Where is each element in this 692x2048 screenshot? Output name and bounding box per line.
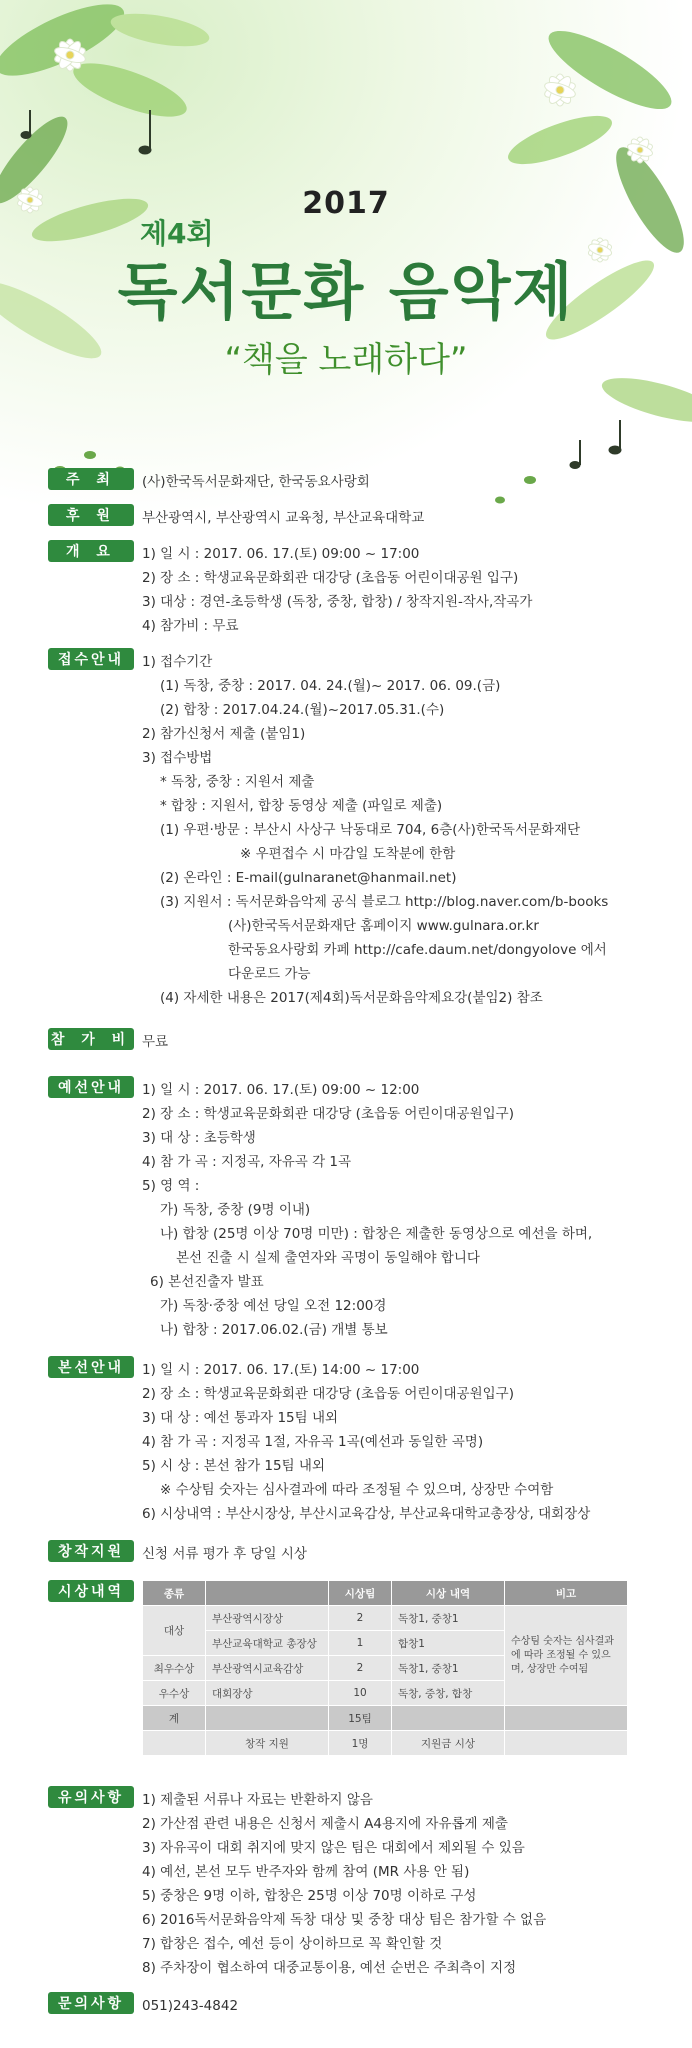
table-cell: 대회장상: [206, 1681, 329, 1706]
section-body: [142, 506, 682, 530]
info-line: 4) 참가비 : 무료: [142, 618, 239, 634]
section-label: 후 원: [48, 504, 134, 526]
table-row: [143, 1606, 628, 1631]
table-cell: 계: [143, 1706, 206, 1731]
info-line: 3) 대 상 : 예선 통과자 15팀 내외: [142, 1410, 339, 1426]
table-cell: 대상: [143, 1606, 206, 1656]
info-line: 다운로드 가능: [228, 966, 311, 982]
info-line: 1) 일 시 : 2017. 06. 17.(토) 09:00 ~ 12:00: [142, 1082, 420, 1098]
table-cell: 2: [329, 1606, 392, 1631]
table-cell: 합창1: [392, 1631, 505, 1656]
info-line: 6) 본선진출자 발표: [150, 1274, 264, 1290]
info-line: 2) 장 소 : 학생교육문화회관 대강당 (초읍동 어린이대공원입구): [142, 1106, 514, 1122]
info-line: ※ 우편접수 시 마감일 도착분에 한함: [240, 846, 456, 862]
info-line: 나) 합창 : 2017.06.02.(금) 개별 통보: [160, 1322, 388, 1338]
section-label: 시상내역: [48, 1580, 134, 1602]
info-line: 가) 독창, 중창 (9명 이내): [160, 1202, 311, 1218]
info-line: 5) 시 상 : 본선 참가 15팀 내외: [142, 1458, 325, 1474]
table-cell: 독창1, 중창1: [392, 1606, 505, 1631]
section-label: 유의사항: [48, 1786, 134, 1808]
table-cell: 부산광역시교육감상: [206, 1656, 329, 1681]
section-label: 문의사항: [48, 1992, 134, 2014]
table-header-row: [143, 1581, 628, 1606]
info-line: (3) 지원서 : 독서문화음악제 공식 블로그 http://blog.naver.com/b-books: [160, 894, 609, 910]
info-line: (4) 자세한 내용은 2017(제4회)독서문화음악제요강(붙임2) 참조: [160, 990, 543, 1006]
info-line: 4) 참 가 곡 : 지정곡 1절, 자유곡 1곡(예선과 동일한 곡명): [142, 1434, 484, 1450]
section-body: [142, 1358, 682, 1526]
table-cell: 수상팀 숫자는 심사결과에 따라 조정될 수 있으며, 상장만 수여됨: [505, 1606, 628, 1706]
section-label: 개 요: [48, 540, 134, 562]
table-cell: [505, 1706, 628, 1731]
info-line: 4) 참 가 곡 : 지정곡, 자유곡 각 1곡: [142, 1154, 352, 1170]
info-line: ※ 수상팀 숫자는 심사결과에 따라 조정될 수 있으며, 상장만 수여함: [160, 1482, 554, 1498]
info-line: 2) 가산점 관련 내용은 신청서 제출시 A4용지에 자유롭게 제출: [142, 1816, 508, 1832]
info-line: * 독창, 중창 : 지원서 제출: [160, 774, 315, 790]
info-line: 7) 합창은 접수, 예선 등이 상이하므로 꼭 확인할 것: [142, 1936, 443, 1952]
info-line: 2) 참가신청서 제출 (붙임1): [142, 726, 306, 742]
info-line: (사)한국독서문화재단 홈페이지 www.gulnara.or.kr: [228, 918, 539, 934]
awards-table: [142, 1580, 628, 1756]
table-cell: [143, 1731, 206, 1756]
info-line: 5) 중창은 9명 이하, 합창은 25명 이상 70명 이하로 구성: [142, 1888, 477, 1904]
hero-banner: [0, 0, 692, 520]
table-header: 시상 내역: [392, 1581, 505, 1606]
section-label: 주 최: [48, 468, 134, 490]
table-header: [206, 1581, 329, 1606]
info-line: 2) 장 소 : 학생교육문화회관 대강당 (초읍동 어린이대공원 입구): [142, 570, 519, 586]
table-cell: 15팀: [329, 1706, 392, 1731]
info-line: 5) 영 역 :: [142, 1178, 200, 1194]
table-cell: 최우수상: [143, 1656, 206, 1681]
contact-phone: 051)243-4842: [142, 1998, 239, 2014]
info-line: 한국동요사랑회 카페 http://cafe.daum.net/dongyolove 에서: [228, 942, 607, 958]
section-label: 창작지원: [48, 1540, 134, 1562]
info-line: 1) 일 시 : 2017. 06. 17.(토) 09:00 ~ 17:00: [142, 546, 420, 562]
section-body: [142, 1542, 682, 1566]
info-line: (1) 우편·방문 : 부산시 사상구 낙동대로 704, 6층(사)한국독서문화재단: [160, 822, 581, 838]
table-row-total: [143, 1706, 628, 1731]
section-label: 참 가 비: [48, 1028, 134, 1050]
info-line: (사)한국독서문화재단, 한국동요사랑회: [142, 474, 370, 490]
info-line: 6) 2016독서문화음악제 독창 대상 및 중창 대상 팀은 참가할 수 없음: [142, 1912, 547, 1928]
table-row: [143, 1731, 628, 1756]
table-cell: [206, 1706, 329, 1731]
info-line: 3) 대 상 : 초등학생: [142, 1130, 256, 1146]
table-header: 비고: [505, 1581, 628, 1606]
table-header: 시상팀: [329, 1581, 392, 1606]
info-line: 3) 자유곡이 대회 취지에 맞지 않은 팀은 대회에서 제외될 수 있음: [142, 1840, 525, 1856]
info-line: 2) 장 소 : 학생교육문화회관 대강당 (초읍동 어린이대공원입구): [142, 1386, 514, 1402]
info-line: 1) 접수기간: [142, 654, 213, 670]
table-cell: [392, 1706, 505, 1731]
table-cell: 부산교육대학교 총장상: [206, 1631, 329, 1656]
info-line: 나) 합창 (25명 이상 70명 미만) : 합창은 제출한 동영상으로 예선을 하며,: [160, 1226, 593, 1242]
section-body: [142, 1078, 682, 1342]
section-body: [142, 1788, 682, 1980]
section-body: [142, 650, 682, 1010]
section-label: 접수안내: [48, 648, 134, 670]
info-line: (2) 합창 : 2017.04.24.(월)~2017.05.31.(수): [160, 702, 445, 718]
info-line: 1) 제출된 서류나 자료는 반환하지 않음: [142, 1792, 373, 1808]
table-cell: 2: [329, 1656, 392, 1681]
awards-table-wrap: [142, 1580, 628, 1756]
table-cell: 1명: [329, 1731, 392, 1756]
page-title: 독서문화 음악제: [117, 255, 575, 328]
table-cell: [505, 1731, 628, 1756]
page-subtitle: “책을 노래하다”: [224, 340, 468, 380]
info-line: (2) 온라인 : E-mail(gulnaranet@hanmail.net): [160, 870, 457, 886]
table-cell: 독창, 중창, 합창: [392, 1681, 505, 1706]
event-year: 2017: [302, 186, 390, 221]
section-body: [142, 1994, 682, 2018]
info-line: 3) 접수방법: [142, 750, 213, 766]
table-cell: 창작 지원: [206, 1731, 329, 1756]
info-line: 무료: [142, 1034, 169, 1050]
info-line: 6) 시상내역 : 부산시장상, 부산시교육감상, 부산교육대학교총장상, 대회장상: [142, 1506, 591, 1522]
info-line: (1) 독창, 중창 : 2017. 04. 24.(월)~ 2017. 06. 09.(금): [160, 678, 501, 694]
info-line: 가) 독창·중창 예선 당일 오전 12:00경: [160, 1298, 387, 1314]
section-label: 본선안내: [48, 1356, 134, 1378]
section-body: [142, 542, 682, 638]
info-line: 3) 대상 : 경연-초등학생 (독창, 중창, 합창) / 창작지원-작사,작곡가: [142, 594, 533, 610]
table-cell: 독창1, 중창1: [392, 1656, 505, 1681]
event-edition: 제4회: [140, 217, 214, 250]
table-cell: 부산광역시장상: [206, 1606, 329, 1631]
info-line: 본선 진출 시 실제 출연자와 곡명이 동일해야 합니다: [176, 1250, 480, 1266]
section-label: 예선안내: [48, 1076, 134, 1098]
info-line: 1) 일 시 : 2017. 06. 17.(토) 14:00 ~ 17:00: [142, 1362, 420, 1378]
info-line: * 합창 : 지원서, 합창 동영상 제출 (파일로 제출): [160, 798, 443, 814]
info-line: 부산광역시, 부산광역시 교육청, 부산교육대학교: [142, 510, 425, 526]
section-body: [142, 1030, 682, 1054]
table-header: 종류: [143, 1581, 206, 1606]
table-cell: 1: [329, 1631, 392, 1656]
info-line: 4) 예선, 본선 모두 반주자와 함께 참여 (MR 사용 안 됨): [142, 1864, 470, 1880]
table-cell: 우수상: [143, 1681, 206, 1706]
section-body: [142, 470, 682, 494]
table-cell: 지원금 시상: [392, 1731, 505, 1756]
table-cell: 10: [329, 1681, 392, 1706]
info-line: 신청 서류 평가 후 당일 시상: [142, 1546, 307, 1562]
info-line: 8) 주차장이 협소하여 대중교통이용, 예선 순번은 주최측이 지정: [142, 1960, 517, 1976]
